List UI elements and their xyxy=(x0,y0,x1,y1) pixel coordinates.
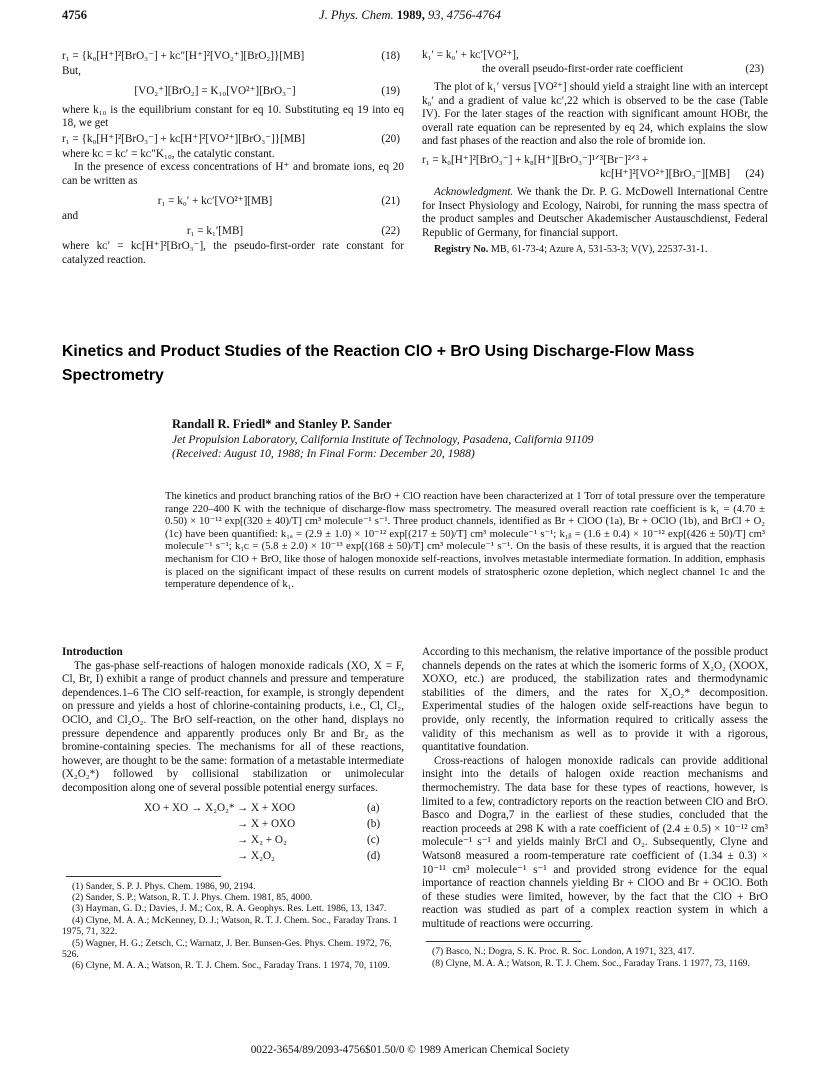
reaction-rhs: → X + XOO xyxy=(237,801,296,814)
reference-item: (4) Clyne, M. A. A.; McKenney, D. J.; Watson, R. T. J. Chem. Soc., Faraday Trans. 1 1975, 71, 322. xyxy=(62,914,398,938)
intro-paragraph-1: The gas-phase self-reactions of halogen monoxide radicals (XO, X = F, Cl, Br, I) exhibit a range of product channels and pressure and temperature dependences.1–6 The ClO self-reaction, for example, is strongly dependent on pressure and yields a host of chlorine-containing products, i.e., Cl, Cl₂, OClO, and Cl₂O₂. The BrO self-reaction, on the other hand, displays no pressure dependence and apparently produces only Br and Br₂ as the bromine-containing species. The mechanisms for all of these reactions, however, are thought to be the same: formation of a metastable intermediate (X₂O₂*) followed by collisional stabilization or unimolecular decomposition along one of several possible potential energy surfaces. xyxy=(62,659,404,794)
reaction-row xyxy=(62,816,404,832)
equation-20 xyxy=(62,131,404,148)
reaction-rhs: → X₂ + O₂ xyxy=(237,833,287,846)
equation-18 xyxy=(62,48,404,65)
equation-22-body: r₁ = k₁′[MB] xyxy=(186,225,244,238)
equation-21 xyxy=(62,193,404,210)
prev-article-right-column xyxy=(422,48,768,257)
equation-23-line-1: k₁′ = k₀′ + kᴄ′[VO²⁺], xyxy=(422,49,519,61)
equation-21-body: r₁ = k₀′ + kᴄ′[VO²⁺][MB] xyxy=(157,194,273,207)
equation-23 xyxy=(422,48,768,62)
article-authors: Randall R. Friedl* and Stanley P. Sander xyxy=(172,417,392,431)
equation-18-number: (18) xyxy=(381,50,400,62)
article-abstract: The kinetics and product branching ratios of the BrO + ClO reaction have been characterized at 1 Torr of total pressure over the temperature range 220–400 K with the technique of discharge-flow mass spectrometry. The measured overall reaction rate coefficient is k₁ = (4.70 ± 0.50) × 10⁻¹² exp[(320 ± 40)/T] cm³ molecule⁻¹ s⁻¹. Three product channels, identified as Br + ClOO (1a), Br + OClO (1b), and BrCl + O₂ (1c) have been quantified: k₁ₐ = (2.9 ± 1.0) × 10⁻¹² exp[(217 ± 50)/T] cm³ molecule⁻¹ s⁻¹; k₁ᵦ = (1.6 ± 0.4) × 10⁻¹² exp[(426 ± 50)/T] cm³ molecule⁻¹ s⁻¹; k₁ᴄ = (5.8 ± 2.0) × 10⁻¹³ exp[(168 ± 50)/T] cm³ molecule⁻¹ s⁻¹. On the basis of these results, it is argued that the reaction mechanism for ClO + BrO, like those of halogen monoxide self-reactions, involves metastable intermediate formation. In addition, emphasis is placed on the significant impact of these results on current models of stratospheric ozone depletion, which neglect channel 1c and the temperature dependence of k₁. xyxy=(165,491,765,591)
prev-text-4: where kᴄ′ = kᴄ[H⁺]²[BrO₃⁻], the pseudo-first-order rate constant for catalyzed reaction. xyxy=(62,240,404,266)
prev-article-left-column xyxy=(62,48,404,267)
intro-right-column xyxy=(422,646,768,969)
affiliation-text: Jet Propulsion Laboratory, California Institute of Technology, Pasadena, California 91109 xyxy=(172,433,594,446)
equation-23-number: (23) xyxy=(745,63,764,75)
equation-22-number: (22) xyxy=(381,225,400,238)
equation-24 xyxy=(422,153,768,167)
reaction-label: (d) xyxy=(367,849,381,862)
received-dates: (Received: August 10, 1988; In Final Form: December 20, 1988) xyxy=(172,447,475,460)
reaction-scheme xyxy=(62,800,404,864)
reference-item: (6) Clyne, M. A. A.; Watson, R. T. J. Chem. Soc., Faraday Trans. 1 1974, 70, 1109. xyxy=(72,960,390,972)
reference-item: (5) Wagner, H. G.; Zetsch, C.; Warnatz, J. Ber. Bunsen-Ges. Phys. Chem. 1972, 76, 526. xyxy=(62,937,392,960)
article-title-line-1: Kinetics and Product Studies of the Reaction ClO + BrO Using Discharge-Flow Mass xyxy=(62,343,695,360)
references-left xyxy=(62,881,404,972)
section-heading-introduction: Introduction xyxy=(62,646,123,658)
prev-right-paragraph: The plot of k₁′ versus [VO²⁺] should yield a straight line with an intercept k₀′ and a gradient of value kᴄ′,22 which is observed to be the case (Table IV). For the later stages of the reaction with significant amount HOBr, the overall rate equation can be represented by eq 24, which explains the slow and fast phases of the reaction and also the role of bromide ion. xyxy=(422,81,768,148)
journal-name: J. Phys. Chem. xyxy=(319,8,394,22)
reaction-rhs: → X₂O₂ xyxy=(237,849,275,862)
equation-20-body: r₁ = {k₀[H⁺]²[BrO₃⁻] + kᴄ[H⁺]²[VO²⁺][BrO₃⁻]}[MB] xyxy=(62,132,305,145)
prev-text-3: In the presence of excess concentrations of H⁺ and bromate ions, eq 20 can be written as xyxy=(62,161,404,187)
equation-19 xyxy=(62,83,404,100)
intro-right-paragraph-1: According to this mechanism, the relative importance of the possible product channels depends on the rates at which the isomeric forms of X₂O₂ (XOOX, XOXO, etc.) are produced, the stabilization rates and thermodynamic stabilities of the dimers, and the rates for X₂O₂* decomposition. Experimental studies of the halogen oxide self-reactions have begun to provide, only recently, the information required to critically assess the validity of this mechanism as well as to provide it with a rigorous, quantitative foundation. xyxy=(422,646,768,754)
registry-text: MB, 61-73-4; Azure A, 531-53-3; V(V), 22537-31-1. xyxy=(490,244,708,256)
reaction-label: (b) xyxy=(367,817,381,830)
registry-numbers xyxy=(422,243,768,257)
equation-22 xyxy=(62,223,404,240)
equation-18-body: r₁ = {k₀[H⁺]²[BrO₃⁻] + kᴄ″[H⁺]²[VO₂⁺][BrO₂]}[MB] xyxy=(62,50,305,62)
equation-21-number: (21) xyxy=(381,194,400,207)
reaction-row xyxy=(62,800,404,816)
page-footer: 0022-3654/89/2093-4756$01.50/0 © 1989 American Chemical Society xyxy=(250,1044,570,1056)
acknowledgment xyxy=(422,186,768,240)
equation-20-number: (20) xyxy=(381,132,400,145)
equation-24-line-2: kᴄ[H⁺]²[VO²⁺][BrO₃⁻][MB] xyxy=(600,167,730,180)
reaction-label: (c) xyxy=(367,833,380,846)
journal-citation xyxy=(62,8,758,23)
but-text: But, xyxy=(62,65,81,77)
references-right xyxy=(422,946,768,969)
intro-right-paragraph-2: Cross-reactions of halogen monoxide radicals can provide additional insight into the details of halogen oxide reaction mechanisms and thermochemistry. The data base for these types of reactions, however, is limited to a few, contradictory reports on the reaction between ClO and BrO. Basco and Dogra,7 in the earliest of these studies, concluded that the reaction proceeds at 298 K with a rate coefficient of (2.4 ± 0.5) × 10⁻¹² cm³ molecule⁻¹ s⁻¹ and yields mainly BrCl and O₂. Subsequently, Clyne and Watson8 measured a room-temperature rate coefficient of (1.34 ± 0.3) × 10⁻¹¹ cm³ molecule⁻¹ s⁻¹ and provided strong evidence for the equal importance of reaction channels yielding Br + ClOO and Br + OClO. Both of these studies were limited, however, by the fact that the ClO + BrO reaction was studied as part of a complex reaction system in which a multitude of reactions were occurring. xyxy=(422,754,768,930)
equation-24-cont xyxy=(422,167,768,182)
reaction-row xyxy=(62,832,404,848)
equation-23-line-2: the overall pseudo-first-order rate coefficient xyxy=(482,63,684,75)
article-title-line-2: Spectrometry xyxy=(62,367,164,384)
journal-year: 1989, xyxy=(396,8,425,22)
reaction-row xyxy=(62,848,404,864)
equation-24-number: (24) xyxy=(745,167,764,180)
page-number: 4756 xyxy=(62,8,87,22)
intro-left-column xyxy=(62,646,404,972)
running-header xyxy=(62,8,758,26)
equation-23-caption xyxy=(422,62,768,77)
reference-item: (8) Clyne, M. A. A.; Watson, R. T. J. Chem. Soc., Faraday Trans. 1 1977, 73, 1169. xyxy=(432,957,750,969)
reaction-label: (a) xyxy=(367,801,380,814)
registry-label: Registry No. xyxy=(434,244,489,256)
reaction-rhs: → X + OXO xyxy=(237,817,296,830)
reference-item: (2) Sander, S. P.; Watson, R. T. J. Phys. Chem. 1981, 85, 4000. xyxy=(72,891,313,903)
acknowledgment-text: We thank the Dr. P. G. McDowell International Centre for Insect Physiology and Ecology, Nairobi, for running the mass spectra of the product samples and Deutscher Akademischer Austauschdienst, Federal Republic of Germany, for financial support. xyxy=(422,185,768,239)
equation-19-body: [VO₂⁺][BrO₂] = K₁₀[VO²⁺][BrO₃⁻] xyxy=(134,84,296,97)
footnote-rule xyxy=(66,876,221,877)
and-text: and xyxy=(62,209,79,222)
journal-pages: 4756-4764 xyxy=(446,8,501,22)
reference-item: (3) Hayman, G. D.; Davies, J. M.; Cox, R. A. Geophys. Res. Lett. 1986, 13, 1347. xyxy=(72,903,387,915)
equation-19-number: (19) xyxy=(381,84,400,97)
article-affiliation xyxy=(172,433,593,461)
reaction-lhs: XO + XO → X₂O₂* xyxy=(144,801,235,814)
reference-item: (1) Sander, S. P. J. Phys. Chem. 1986, 90, 2194. xyxy=(72,880,256,892)
reference-item: (7) Basco, N.; Dogra, S. K. Proc. R. Soc. London, A 1971, 323, 417. xyxy=(432,946,695,958)
equation-24-line-1: r₁ = k₀[H⁺]²[BrO₃⁻] + k₈[H⁺][BrO₃⁻]¹ᐟ³[Br⁻]²ᐟ³ + xyxy=(422,153,649,166)
article-title xyxy=(62,340,762,388)
footnote-rule-right xyxy=(426,941,581,942)
prev-text-1: where k₁₀ is the equilibrium constant for eq 10. Substituting eq 19 into eq 18, we get xyxy=(62,103,404,130)
journal-volume: 93, xyxy=(428,8,444,22)
acknowledgment-label: Acknowledgment. xyxy=(434,185,514,198)
prev-text-2: where kᴄ = kᴄ′ = kᴄ″K₁₀, the catalytic constant. xyxy=(62,147,275,160)
